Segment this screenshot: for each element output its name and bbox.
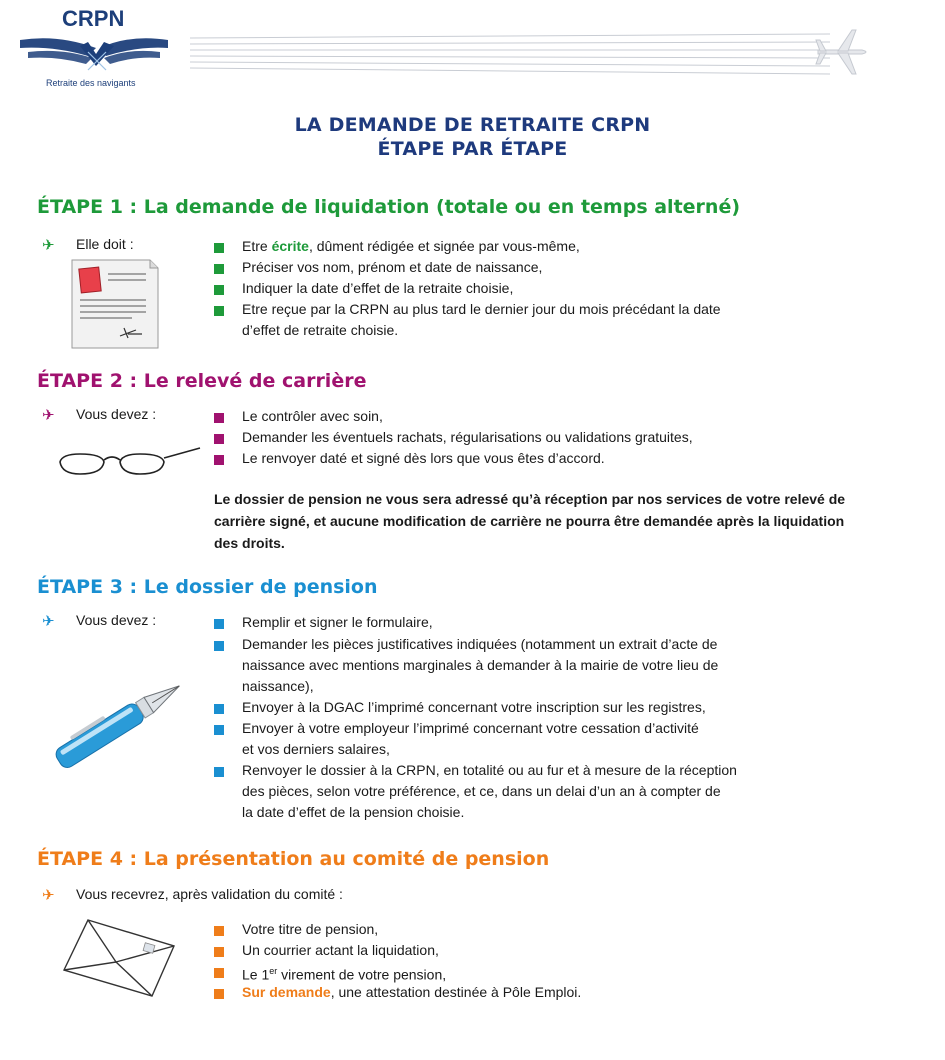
step1-bullet: [214, 264, 224, 274]
step2-item-3: Le renvoyer daté et signé dès lors que vous êtes d’accord.: [242, 450, 605, 466]
step3-item-4: Envoyer à votre employeur l’imprimé concernant votre cessation d’activité: [242, 720, 699, 736]
step4-item-4: Sur demande, une attestation destinée à Pôle Emploi.: [242, 984, 582, 1000]
step1-item-4-cont: d’effet de retraite choisie.: [242, 322, 399, 338]
step3-item-2: Demander les pièces justificatives indiquées (notamment un extrait d’acte de: [242, 636, 718, 652]
step2-bullet: [214, 434, 224, 444]
step3-bullet: [214, 767, 224, 777]
step1-item-2: Préciser vos nom, prénom et date de naissance,: [242, 259, 543, 275]
step1-bullet: [214, 285, 224, 295]
step4-bullet: [214, 989, 224, 999]
step3-bullet: [214, 725, 224, 735]
step2-lead: Vous devez :: [76, 406, 157, 422]
step2-title: ÉTAPE 2 : Le relevé de carrière: [37, 370, 367, 392]
arrow-bullet-icon: ✈: [42, 887, 55, 904]
step3-bullet: [214, 704, 224, 714]
step3-item-3: Envoyer à la DGAC l’imprimé concernant votre inscription sur les registres,: [242, 699, 706, 715]
step1-item-1: Etre écrite, dûment rédigée et signée par vous-même,: [242, 238, 580, 254]
document-icon: [66, 258, 160, 350]
step1-lead: Elle doit :: [76, 236, 134, 252]
header-lines: [190, 30, 890, 80]
step1-bullet: [214, 243, 224, 253]
step4-item-3: Le 1er virement de votre pension,: [242, 966, 447, 983]
envelope-icon: [60, 916, 180, 1000]
step3-bullet: [214, 619, 224, 629]
plane-icon: [812, 24, 874, 80]
page-title-line2: ÉTAPE PAR ÉTAPE: [377, 138, 568, 160]
step1-item-3: Indiquer la date d’effet de la retraite choisie,: [242, 280, 514, 296]
step2-note: Le dossier de pension ne vous sera adressé qu’à réception par nos services de votre relevé de carrière signé, et aucune modification de carrière ne pourra être demandée après la liquidation des droits.: [214, 491, 846, 551]
arrow-bullet-icon: ✈: [42, 613, 55, 630]
step1-bullet: [214, 306, 224, 316]
step4-item-2: Un courrier actant la liquidation,: [242, 942, 439, 958]
step3-item-5-cont: des pièces, selon votre préférence, et ce, dans un delai d’un an à compter de: [242, 783, 721, 799]
step2-bullet: [214, 413, 224, 423]
arrow-bullet-icon: ✈: [42, 237, 55, 254]
step2-bullet: [214, 455, 224, 465]
step3-lead: Vous devez :: [76, 612, 157, 628]
step3-title: ÉTAPE 3 : Le dossier de pension: [37, 576, 378, 598]
logo-text: CRPN: [62, 6, 125, 31]
step4-lead: Vous recevrez, après validation du comité :: [76, 886, 343, 902]
step4-title: ÉTAPE 4 : La présentation au comité de pension: [37, 848, 550, 870]
logo-subtitle: Retraite des navigants: [46, 78, 136, 88]
step3-item-5: Renvoyer le dossier à la CRPN, en totalité ou au fur et à mesure de la réception: [242, 762, 737, 778]
glasses-icon: [56, 446, 206, 480]
step2-item-2: Demander les éventuels rachats, régularisations ou validations gratuites,: [242, 429, 693, 445]
step3-bullet: [214, 641, 224, 651]
step4-bullet: [214, 947, 224, 957]
step3-item-2-cont: naissance avec mentions marginales à demander à la mairie de votre lieu de: [242, 657, 719, 673]
step1-title: ÉTAPE 1 : La demande de liquidation (totale ou en temps alterné): [37, 196, 741, 218]
page-title-line1: LA DEMANDE DE RETRAITE CRPN: [294, 114, 651, 136]
step2-item-1: Le contrôler avec soin,: [242, 408, 383, 424]
step3-item-5-cont: la date d’effet de la pension choisie.: [242, 804, 465, 820]
arrow-bullet-icon: ✈: [42, 407, 55, 424]
step4-bullet: [214, 968, 224, 978]
fountain-pen-icon: [40, 668, 200, 778]
step3-item-2-cont: naissance),: [242, 678, 314, 694]
step4-bullet: [214, 926, 224, 936]
step3-item-1: Remplir et signer le formulaire,: [242, 614, 433, 630]
step1-item-4: Etre reçue par la CRPN au plus tard le dernier jour du mois précédant la date: [242, 301, 721, 317]
step3-item-4-cont: et vos derniers salaires,: [242, 741, 390, 757]
step4-item-1: Votre titre de pension,: [242, 921, 379, 937]
